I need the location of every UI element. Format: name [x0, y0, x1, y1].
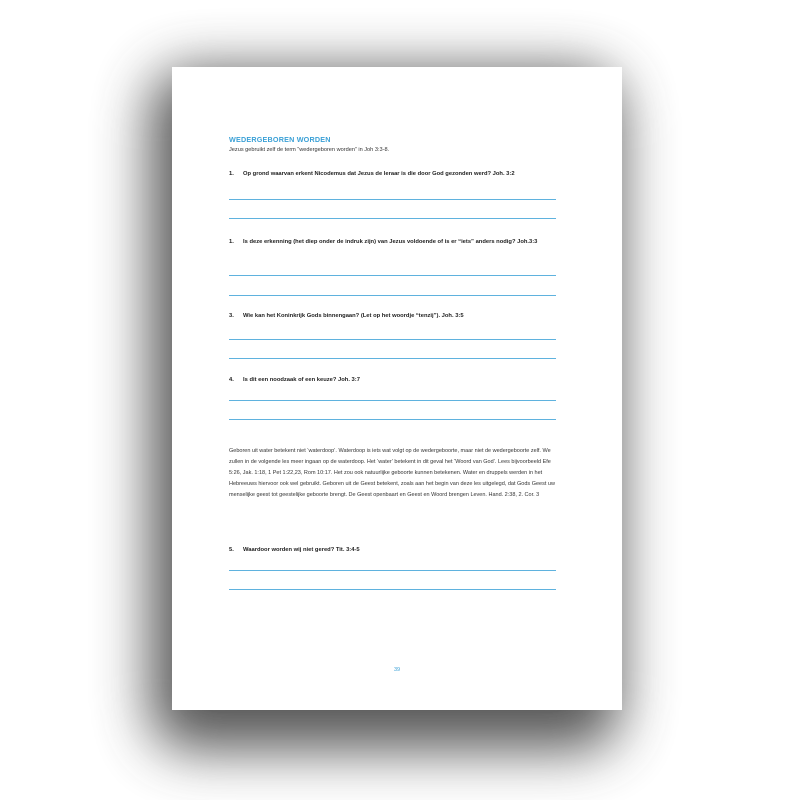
answer-line[interactable]: [229, 339, 556, 340]
section-heading: WEDERGEBOREN WORDEN: [229, 135, 331, 144]
question-text: Op grond waarvan erkent Nicodemus dat Jezus de leraar is die door God gezonden werd? Joh. 3:2: [243, 171, 515, 177]
question-text: Waardoor worden wij niet gered? Tit. 3:4-5: [243, 547, 360, 553]
answer-line[interactable]: [229, 199, 556, 200]
answer-line[interactable]: [229, 570, 556, 571]
question-number: 5.: [229, 547, 234, 553]
question-4: [229, 376, 559, 385]
question-5: [229, 546, 559, 555]
question-number: 3.: [229, 313, 234, 319]
question-text: Wie kan het Koninkrijk Gods binnengaan? (Let op het woordje “tenzij”). Joh. 3:5: [243, 313, 464, 319]
answer-line[interactable]: [229, 295, 556, 296]
question-number: 1.: [229, 171, 234, 177]
question-text: Is dit een noodzaak of een keuze? Joh. 3:7: [243, 377, 360, 383]
intro-text: Jezus gebruikt zelf de term “wedergeboren worden” in Joh 3:3-8.: [229, 147, 390, 153]
page-number: 39: [393, 667, 401, 673]
header-block: [229, 135, 559, 153]
body-paragraph: Geboren uit water betekent niet ‘waterdoop’. Waterdoop is iets wat volgt op de wedergeboorte, maar niet de wedergeboorte zelf. We zullen in de volgende les meer ingaan op de waterdoop. Het ‘water’ betekent in dit geval het ‘Woord van God’. Lees bijvoorbeeld Efe 5:26, Jak. 1:18, 1 Pet 1:22,23, Rom 10:17. Het zou ook natuurlijke geboorte kunnen betekenen. Water en druppels werden in het Hebreeuws hiervoor ook wel gebruikt. Geboren uit de Geest betekent, zoals aan het begin van deze les uitgelegd, dat Gods Geest uw menselijke geest tot geestelijke geboorte brengt. De Geest openbaart en Geest en Woord brengen Leven. Hand. 2:38, 2. Cor. 3: [229, 448, 555, 498]
answer-line[interactable]: [229, 275, 556, 276]
document-page: [172, 67, 622, 710]
question-1: [229, 170, 559, 179]
answer-line[interactable]: [229, 358, 556, 359]
answer-line[interactable]: [229, 589, 556, 590]
question-text: Is deze erkenning (het diep onder de indruk zijn) van Jezus voldoende of is er “iets” anders nodig? Joh.3:3: [243, 239, 538, 245]
answer-line[interactable]: [229, 419, 556, 420]
question-number: 4.: [229, 377, 234, 383]
question-2: [229, 238, 559, 247]
question-number: 1.: [229, 239, 234, 245]
answer-line[interactable]: [229, 218, 556, 219]
question-3: [229, 312, 559, 321]
answer-line[interactable]: [229, 400, 556, 401]
